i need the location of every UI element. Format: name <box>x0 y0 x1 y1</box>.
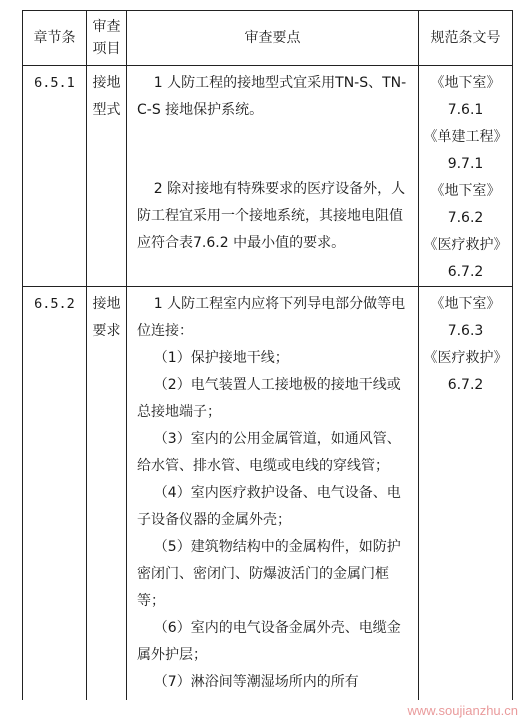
ref-item: 《地下室》 <box>430 296 501 312</box>
ref-item: 《医疗救护》 <box>423 350 508 366</box>
row-item <box>87 66 127 287</box>
header-section: 章节条 <box>23 11 87 66</box>
ref-item: 《医疗救护》 <box>423 237 508 253</box>
point-1: 1 人防工程的接地型式宜采用TN-S、TN-C-S 接地保护系统。 <box>137 75 407 118</box>
header-refs: 规范条文号 <box>419 11 513 66</box>
table-row <box>23 287 513 701</box>
ref-item: 9.7.1 <box>447 156 484 172</box>
header-points: 审查要点 <box>127 11 419 66</box>
row-points <box>127 287 419 701</box>
ref-item: 6.7.2 <box>447 264 484 280</box>
row-refs <box>419 66 513 287</box>
ref-item: 7.6.3 <box>447 323 484 339</box>
sub-point: （4）室内医疗救护设备、电气设备、电子设备仪器的金属外壳； <box>137 485 401 528</box>
row-item-line1: 接地 <box>92 296 121 312</box>
header-item-line1: 审查 <box>92 19 121 35</box>
row-item-line2: 要求 <box>92 323 121 339</box>
point-intro: 1 人防工程室内应将下列导电部分做等电位连接： <box>137 296 406 339</box>
ref-item: 6.7.2 <box>447 377 484 393</box>
row-item <box>87 287 127 701</box>
row-item-line1: 接地 <box>92 75 121 91</box>
review-table-page <box>22 10 512 700</box>
header-item-line2: 项目 <box>92 41 121 57</box>
table-row <box>23 66 513 287</box>
row-code: 6.5.2 <box>23 287 87 701</box>
review-table <box>22 10 513 700</box>
sub-point: （1）保护接地干线； <box>153 350 289 366</box>
point-gap <box>137 124 412 176</box>
row-points <box>127 66 419 287</box>
table-header-row <box>23 11 513 66</box>
sub-point: （3）室内的公用金属管道，如通风管、给水管、排水管、电缆或电线的穿线管； <box>137 431 401 474</box>
ref-item: 《地下室》 <box>430 183 501 199</box>
sub-point: （2）电气装置人工接地极的接地干线或总接地端子； <box>137 377 401 420</box>
sub-point: （7）淋浴间等潮湿场所内的所有 <box>153 674 359 690</box>
row-refs <box>419 287 513 701</box>
sub-point: （5）建筑物结构中的金属构件，如防护密闭门、密闭门、防爆波活门的金属门框等； <box>137 539 401 609</box>
ref-item: 7.6.1 <box>447 102 484 118</box>
ref-item: 《单建工程》 <box>423 129 508 145</box>
ref-item: 《地下室》 <box>430 75 501 91</box>
ref-item: 7.6.2 <box>447 210 484 226</box>
header-item <box>87 11 127 66</box>
sub-point: （6）室内的电气设备金属外壳、电缆金属外护层； <box>137 620 401 663</box>
row-item-line2: 型式 <box>92 102 121 118</box>
row-code: 6.5.1 <box>23 66 87 287</box>
point-2: 2 除对接地有特殊要求的医疗设备外，人防工程宜采用一个接地系统，其接地电阻值应符合表7.6.2 中最小值的要求。 <box>137 181 406 251</box>
site-watermark: www.soujianzhu.cn <box>407 703 518 718</box>
